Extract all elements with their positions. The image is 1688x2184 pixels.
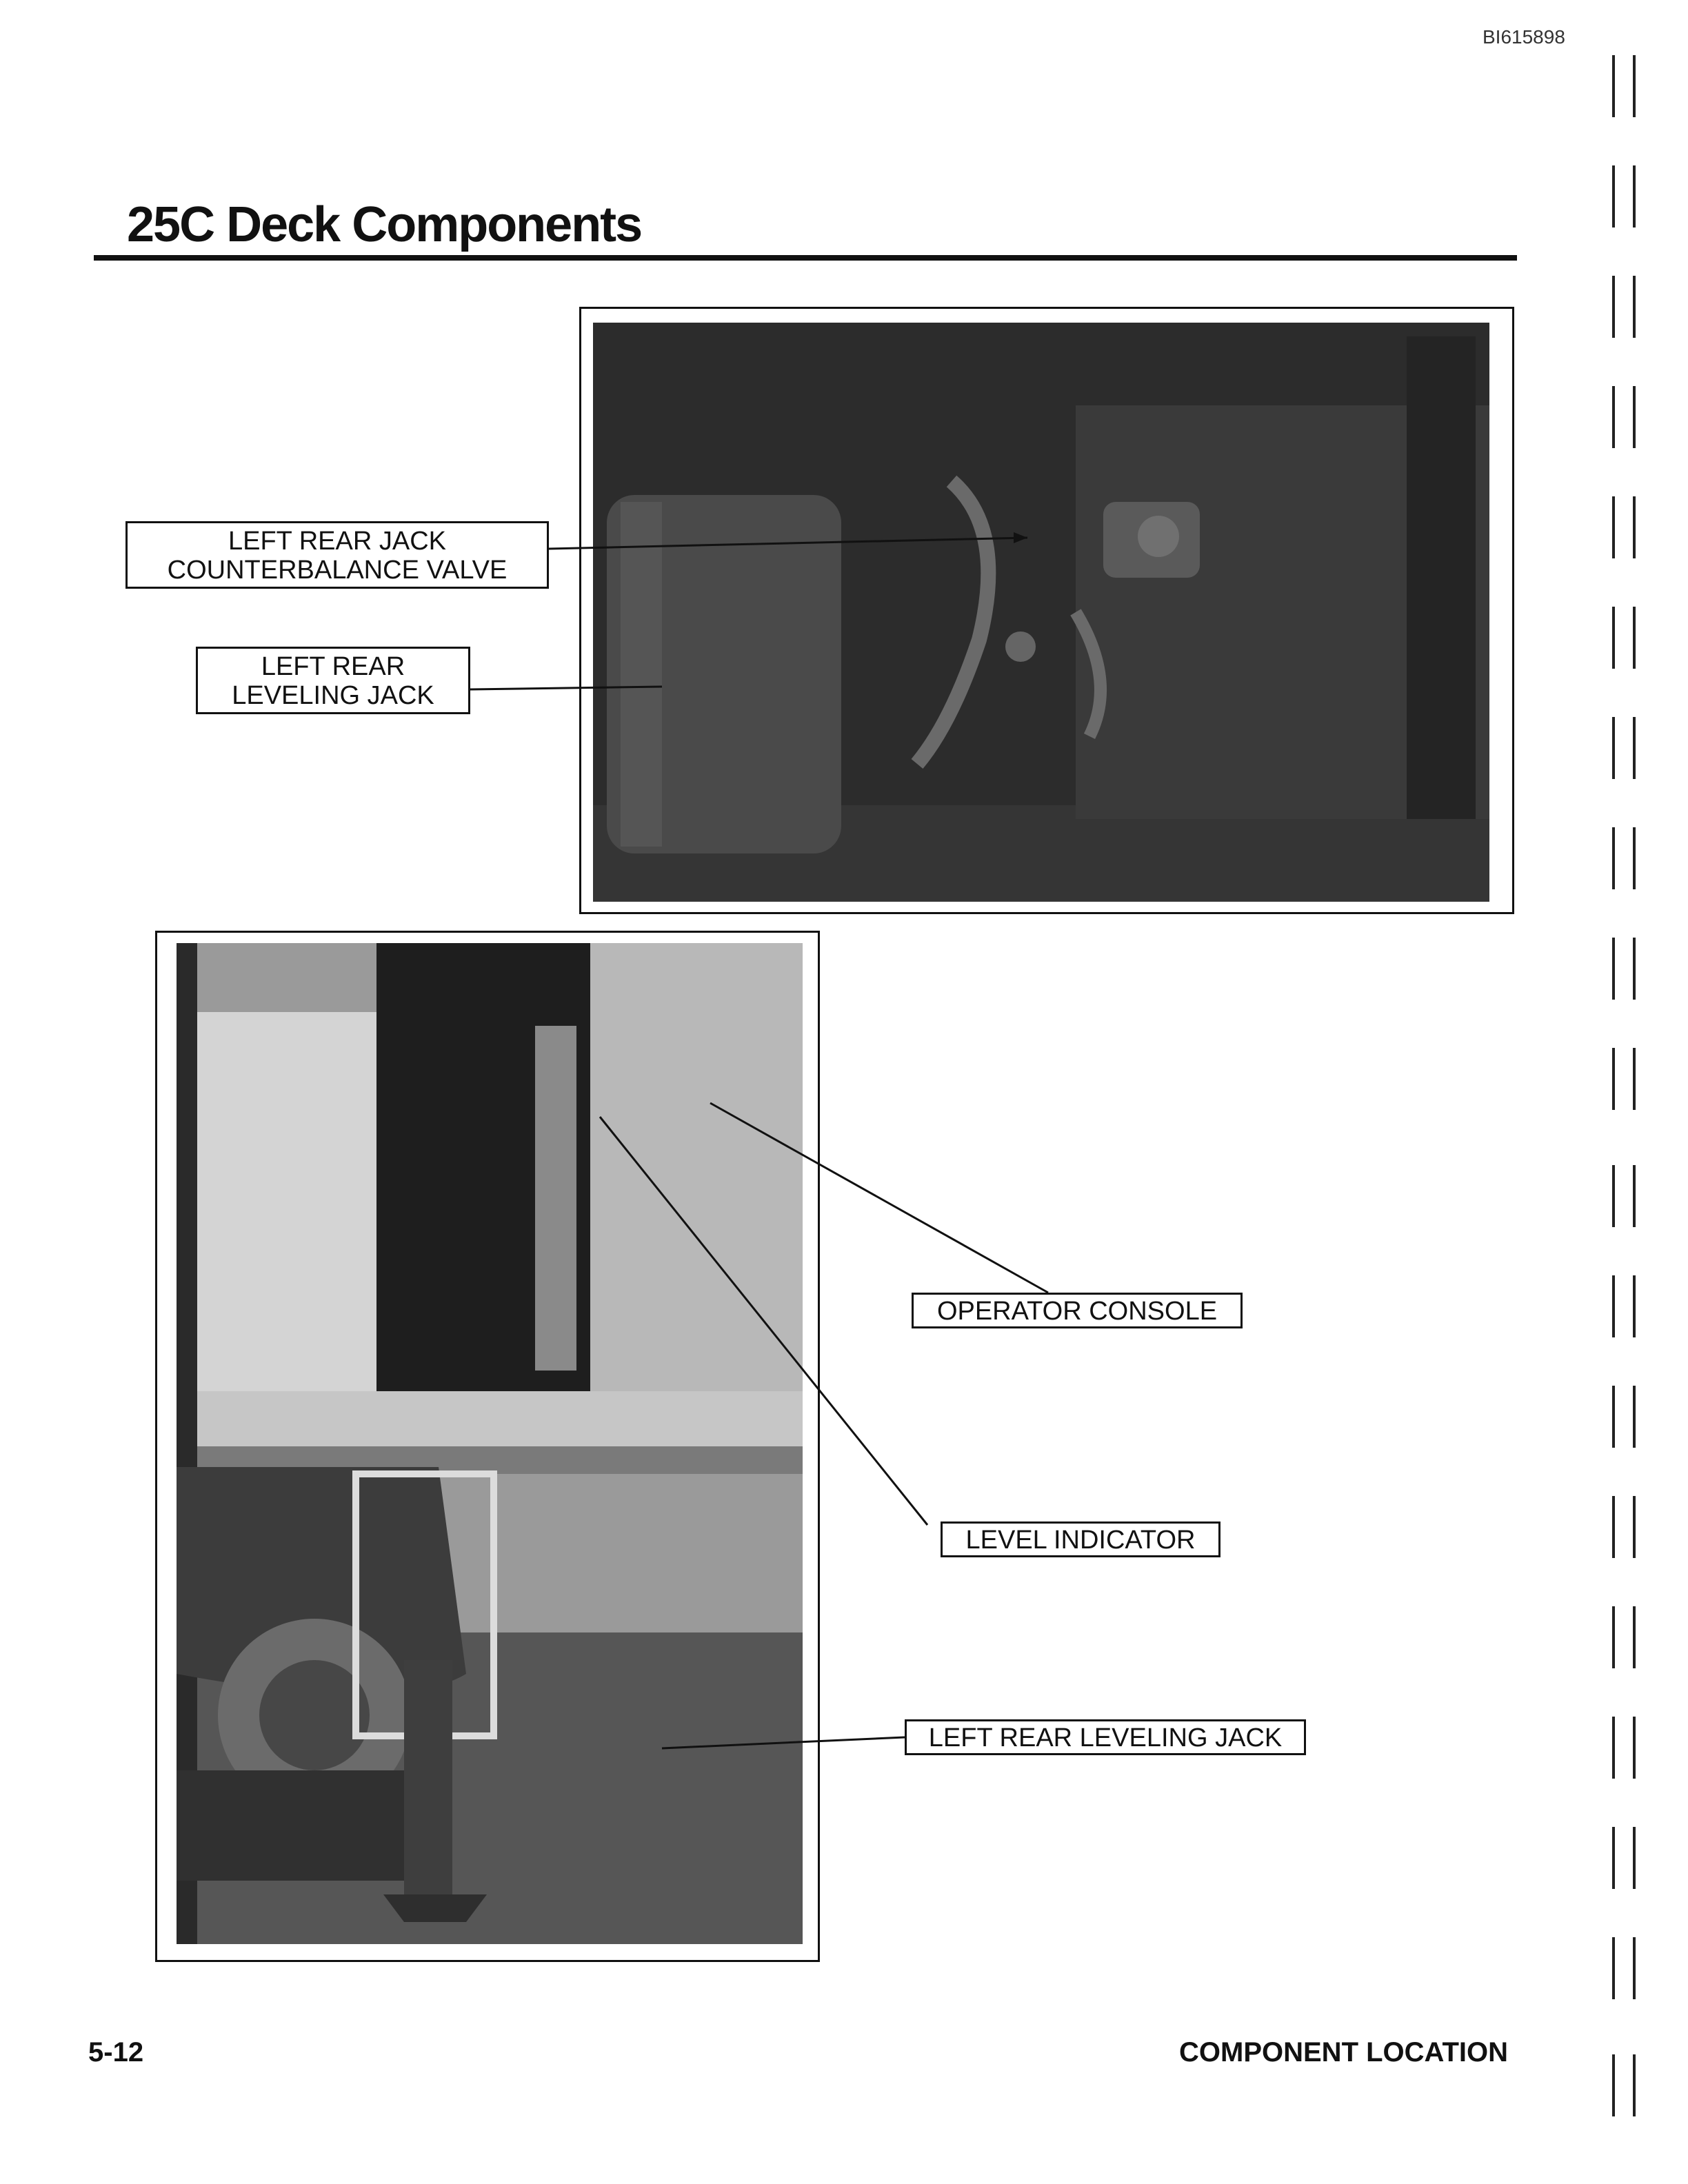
callout-operator-console: OPERATOR CONSOLE <box>912 1293 1243 1328</box>
leader-counterbalance-valve <box>549 538 1027 549</box>
callout-counterbalance-valve-line1: LEFT REAR JACK <box>228 527 447 556</box>
callout-top-leveling-jack-line2: LEVELING JACK <box>232 681 434 710</box>
binder-edge-marks <box>1586 0 1682 2184</box>
page-number: 5-12 <box>88 2037 144 2067</box>
leader-counterbalance-valve-arrow <box>1014 532 1027 543</box>
document-id: BI615898 <box>1483 26 1565 48</box>
leader-top-leveling-jack <box>470 687 662 689</box>
leader-operator-console <box>710 1103 1048 1293</box>
callout-bottom-leveling-jack: LEFT REAR LEVELING JACK <box>905 1719 1306 1755</box>
section-name: COMPONENT LOCATION <box>1179 2037 1509 2067</box>
callout-counterbalance-valve-line2: COUNTERBALANCE VALVE <box>167 556 508 585</box>
page-title: 25C Deck Components <box>127 197 642 252</box>
leader-level-indicator <box>600 1117 927 1525</box>
callout-top-leveling-jack-line1: LEFT REAR <box>261 652 405 681</box>
callout-level-indicator: LEVEL INDICATOR <box>941 1521 1220 1557</box>
leader-bottom-leveling-jack <box>662 1737 905 1748</box>
